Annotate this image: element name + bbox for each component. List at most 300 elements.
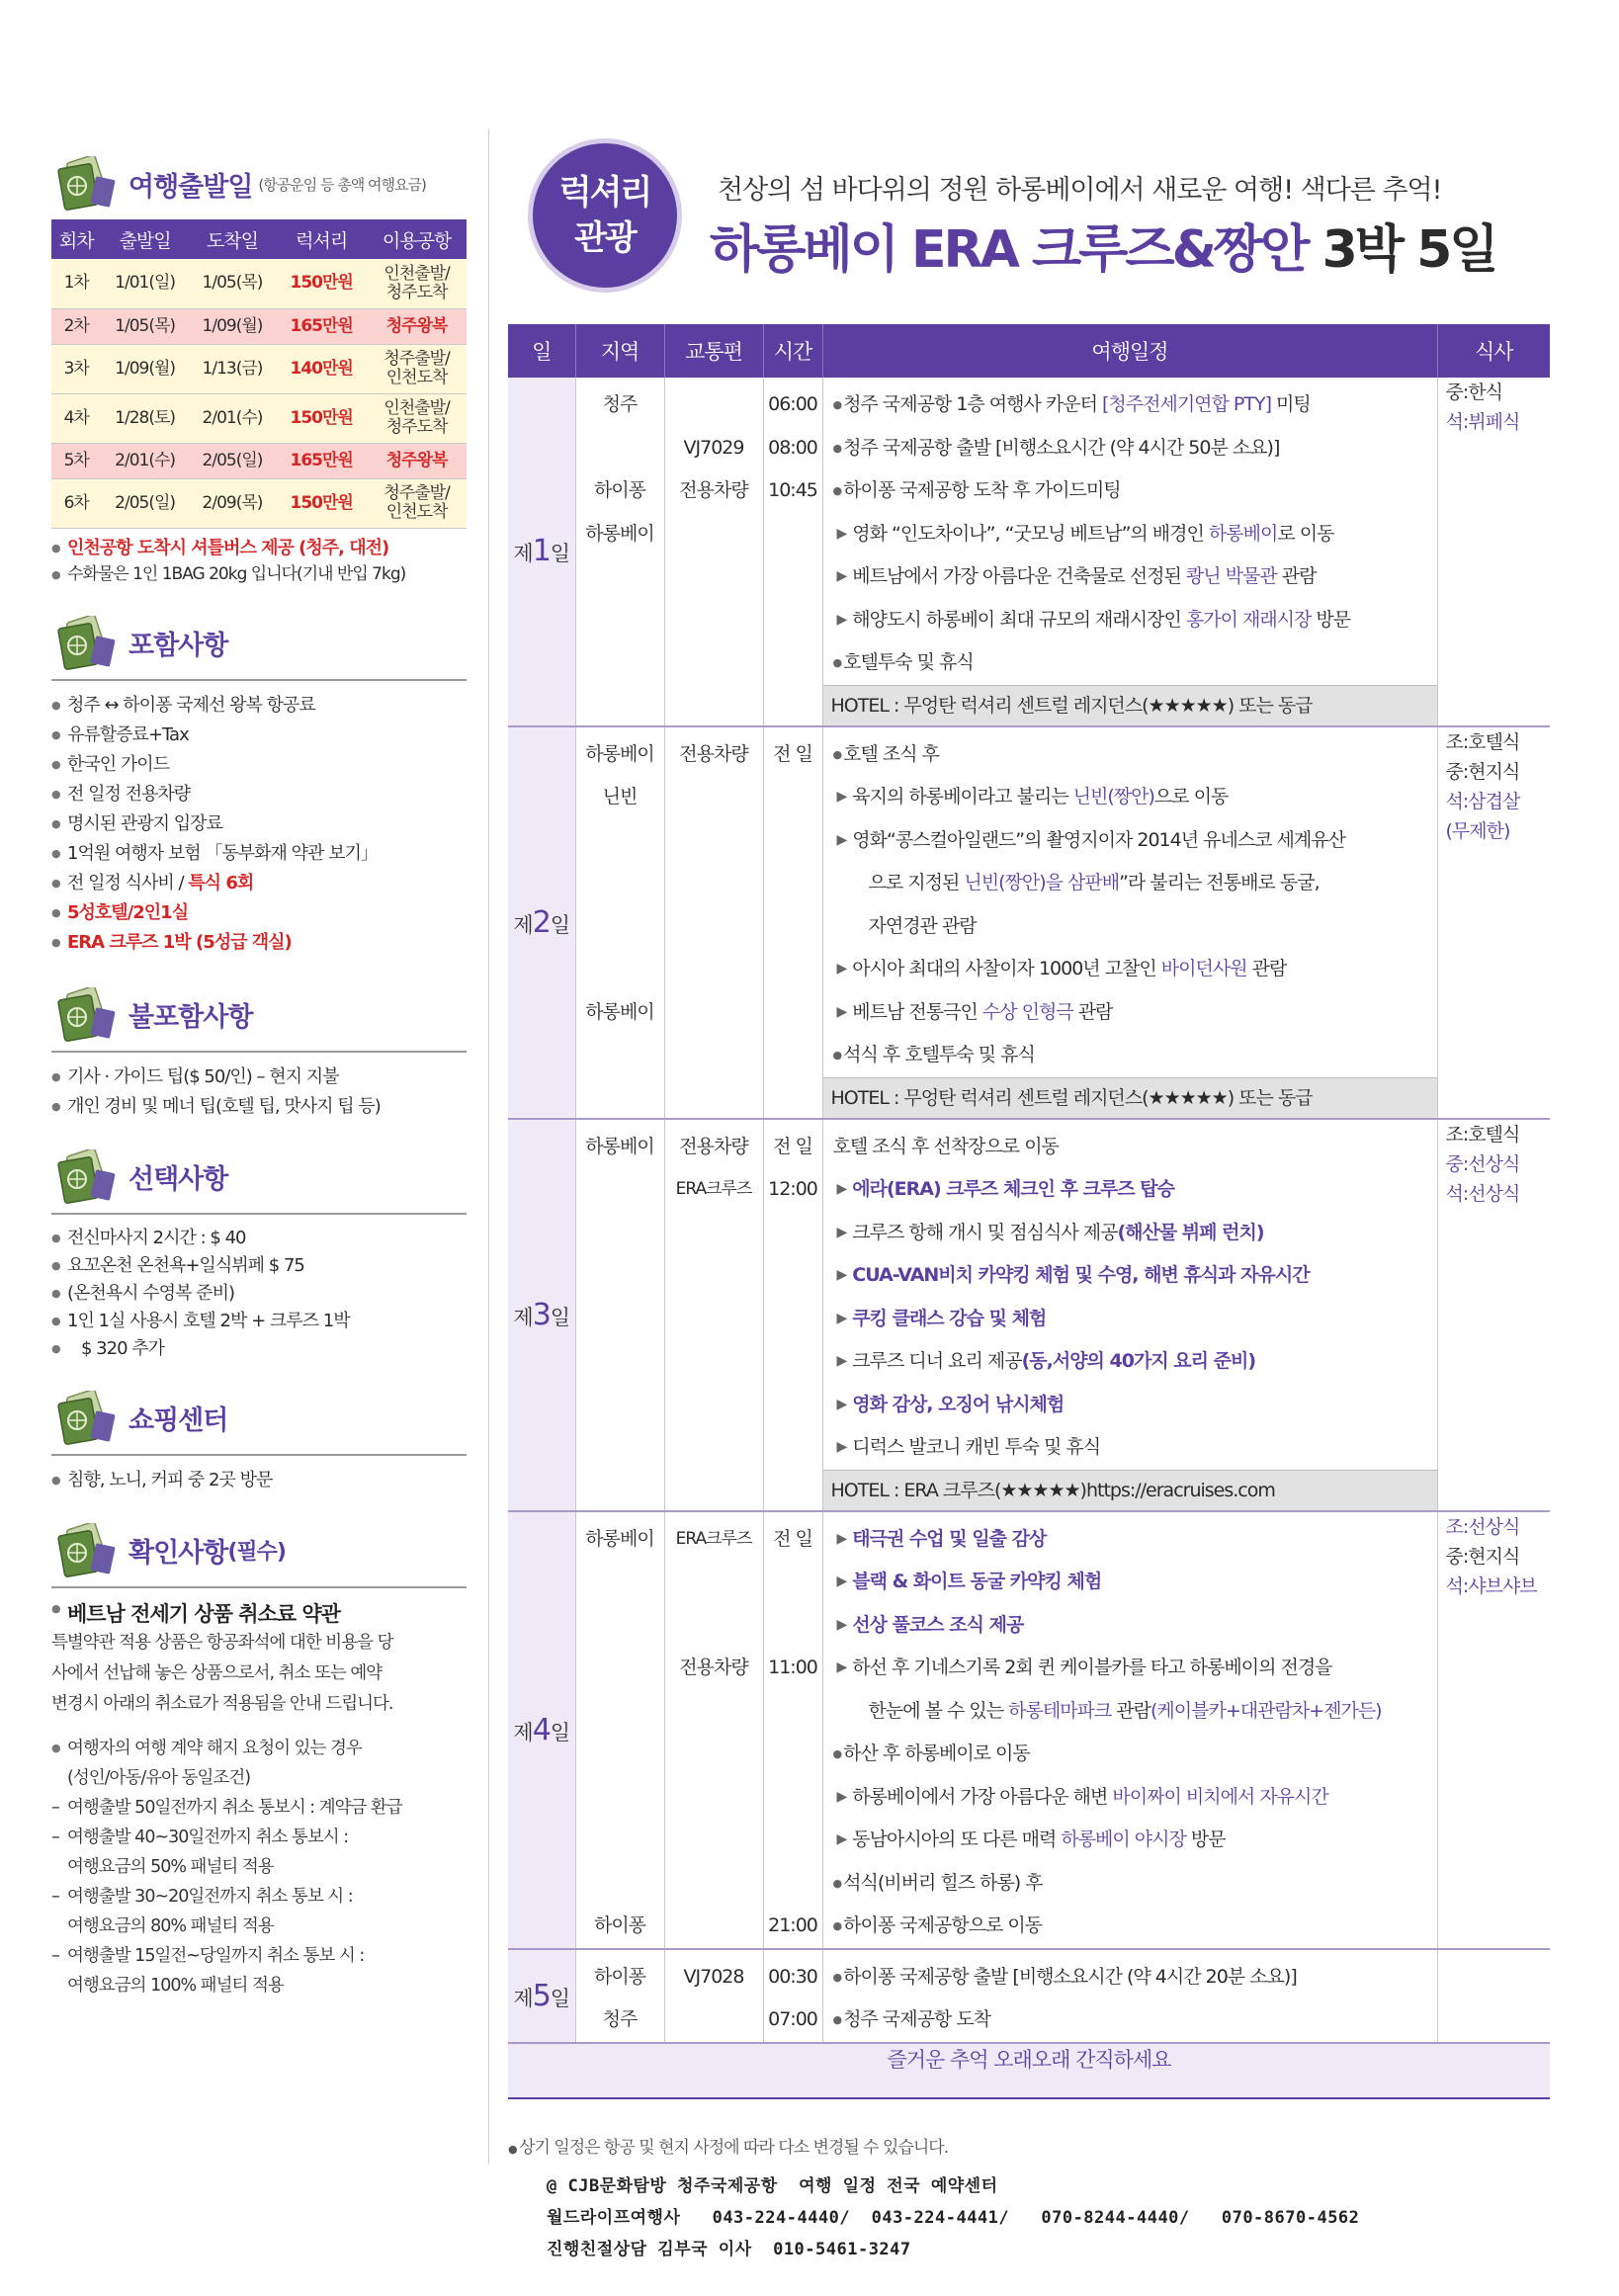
meal: 중:한식 bbox=[1445, 382, 1502, 403]
schedule-text: 태극권 수업 및 일출 감상 bbox=[852, 1527, 1047, 1550]
divider bbox=[51, 679, 467, 681]
time: 전 일 bbox=[773, 1527, 812, 1550]
time-col bbox=[763, 1119, 822, 1471]
col-header: 지역 bbox=[575, 324, 664, 378]
empty-cell bbox=[576, 1690, 664, 1734]
schedule-item bbox=[833, 1998, 1437, 2042]
day-prefix: 제 bbox=[513, 912, 533, 937]
empty-cell bbox=[576, 1862, 664, 1906]
meal-text: 전 일정 식사비 / bbox=[67, 872, 189, 893]
region: 하이퐁 bbox=[593, 1965, 646, 1988]
time: 00:30 bbox=[768, 1965, 817, 1988]
section-title: 선택사항 bbox=[128, 1164, 228, 1195]
empty-cell bbox=[576, 819, 664, 863]
schedule-text: 방문 bbox=[1311, 608, 1351, 631]
price-cell: 150만원 bbox=[276, 478, 367, 528]
badge-line: 관광 bbox=[574, 218, 636, 258]
hotel-row bbox=[508, 1077, 1550, 1119]
schedule-text: 쿠킹 클래스 강습 및 체험 bbox=[852, 1307, 1047, 1329]
region: 하롱베이 bbox=[585, 742, 654, 765]
time: 06:00 bbox=[768, 393, 817, 415]
table-row bbox=[51, 393, 467, 443]
list-item: ● 5성호텔/2인1실 bbox=[51, 898, 467, 928]
cancel-policy-text bbox=[51, 1628, 467, 1720]
list-text: $ 320 추가 bbox=[81, 1337, 165, 1359]
excluded-list bbox=[51, 1063, 467, 1122]
cell: 2/05(일) bbox=[101, 478, 188, 528]
meal: 조:선상식 bbox=[1445, 1515, 1520, 1538]
schedule-text: 영화 “인도차이나”, “굿모닝 베트남”의 배경인 bbox=[852, 522, 1209, 545]
section-title-sub: (필수) bbox=[227, 1540, 286, 1565]
schedule-item bbox=[833, 1776, 1437, 1820]
left-column bbox=[51, 148, 467, 2000]
schedule-item bbox=[833, 383, 1437, 427]
col-header: 일 bbox=[508, 324, 575, 378]
day-number: 4 bbox=[532, 1712, 551, 1747]
list-item: ● 청주 ↔ 하이퐁 국제선 왕복 항공료 bbox=[51, 691, 467, 721]
schedule-text: 호텔투숙 및 휴식 bbox=[843, 651, 974, 673]
schedule-text: 바이던사원 bbox=[1160, 958, 1247, 979]
time: 07:00 bbox=[768, 2008, 817, 2030]
luxury-badge bbox=[528, 138, 682, 293]
meal-col bbox=[1437, 726, 1550, 1119]
schedule-text: (동,서양의 40가지 요리 준비) bbox=[1021, 1350, 1256, 1372]
table-row bbox=[51, 308, 467, 344]
badge-line: 럭셔리 bbox=[558, 173, 651, 213]
schedule-text: CUA-VAN비치 카약킹 체험 및 수영, 해변 휴식과 자유시간 bbox=[852, 1264, 1310, 1286]
region: 닌빈 bbox=[602, 786, 638, 808]
region: 하이퐁 bbox=[593, 1914, 646, 1936]
optional-list bbox=[51, 1225, 467, 1363]
cell: 2/05(일) bbox=[189, 443, 276, 478]
schedule-text: 석식(비버리 힐즈 하롱) 후 bbox=[843, 1871, 1043, 1894]
cell: 1/09(월) bbox=[189, 308, 276, 344]
table-row bbox=[51, 478, 467, 528]
schedule-text: 수상 인형극 bbox=[981, 1000, 1073, 1023]
contact-line: @ CJB문화탐방 청주국제공항 여행 일정 전국 예약센터 bbox=[547, 2176, 998, 2196]
section-optional-head bbox=[51, 1149, 467, 1205]
schedule-text: 청주 국제공항 출발 [비행소요시간 (약 4시간 50분 소요)] bbox=[843, 436, 1280, 459]
list-item: ● ERA 크루즈 1박 (5성급 객실) bbox=[51, 928, 467, 958]
schedule-text: 방문 bbox=[1185, 1828, 1226, 1850]
title-main: 하롱베이 ERA 크루즈&짱안 bbox=[710, 220, 1322, 280]
region-col bbox=[575, 726, 664, 1078]
schedule-text: 에라(ERA) 크루즈 체크인 후 크루즈 탑승 bbox=[852, 1178, 1174, 1200]
cell: 1/01(일) bbox=[101, 259, 188, 308]
time-col bbox=[763, 726, 822, 1078]
empty-cell bbox=[763, 1470, 822, 1511]
transport: 전용차량 bbox=[679, 479, 748, 501]
airport-line: 청주출발/ bbox=[383, 483, 450, 503]
schedule-text: 육지의 하롱베이라고 불리는 bbox=[852, 786, 1073, 808]
divider bbox=[51, 1454, 467, 1456]
meal-col bbox=[1437, 378, 1550, 726]
schedule-text: 크루즈 항해 개시 및 점심식사 제공 bbox=[852, 1221, 1118, 1243]
empty-cell bbox=[665, 1604, 763, 1648]
day-suffix: 일 bbox=[550, 912, 570, 937]
empty-cell bbox=[763, 1077, 822, 1119]
list-item-cont: 여행요금의 50% 패널티 적용 bbox=[67, 1856, 274, 1877]
col-header: 회차 bbox=[51, 219, 101, 259]
transport-col bbox=[664, 378, 763, 685]
list-item: – 여행출발 50일전까지 취소 통보시 : 계약금 환급 bbox=[51, 1793, 467, 1823]
schedule-text: 하롱베이 bbox=[1208, 522, 1278, 545]
schedule-item bbox=[833, 1298, 1437, 1341]
col-header: 여행일정 bbox=[822, 324, 1437, 378]
page-title bbox=[710, 208, 1496, 282]
schedule-item bbox=[833, 819, 1437, 863]
airport-line: 청주도착 bbox=[385, 417, 448, 437]
disclaimer: ● 상기 일정은 항공 및 현지 사정에 따라 다소 변경될 수 있습니다. bbox=[508, 2133, 948, 2158]
section-excluded-head bbox=[51, 987, 467, 1043]
airport-line: 인천도착 bbox=[385, 502, 448, 522]
departure-table bbox=[51, 219, 467, 529]
text-line: 사에서 선납해 놓은 상품으로서, 취소 또는 예약 bbox=[51, 1662, 383, 1683]
divider bbox=[51, 1586, 467, 1588]
schedule-text: 해양도시 하롱베이 최대 규모의 재래시장인 bbox=[852, 608, 1186, 631]
cell bbox=[367, 478, 467, 528]
schedule-item bbox=[833, 1604, 1437, 1648]
cell: 2/01(수) bbox=[189, 393, 276, 443]
day-row bbox=[508, 1949, 1550, 2043]
cell bbox=[367, 344, 467, 393]
day-label bbox=[508, 1511, 575, 1949]
schedule-text: 하롱테마파크 bbox=[1008, 1699, 1112, 1722]
schedule-item bbox=[833, 513, 1437, 556]
schedule-item bbox=[833, 1034, 1437, 1077]
schedule-item bbox=[833, 1254, 1437, 1298]
transport-col bbox=[664, 1119, 763, 1471]
schedule-text: 베트남 전통극인 bbox=[852, 1000, 982, 1023]
meal: 중:선상식 bbox=[1445, 1152, 1520, 1175]
schedule-text: 관람 bbox=[1246, 958, 1287, 979]
empty-cell bbox=[763, 685, 822, 726]
cancel-rules bbox=[51, 1734, 467, 2000]
meal: (무제한) bbox=[1445, 819, 1510, 842]
text-line: 특별약관 적용 상품은 항공좌석에 대한 비용을 당 bbox=[51, 1632, 393, 1653]
time: 21:00 bbox=[768, 1914, 817, 1936]
day-label bbox=[508, 378, 575, 726]
schedule-text: 하이퐁 국제공항 도착 후 가이드미팅 bbox=[843, 479, 1121, 501]
list-item-cont bbox=[51, 1280, 467, 1308]
col-header: 식사 bbox=[1437, 324, 1550, 378]
time-col bbox=[763, 378, 822, 685]
col-header: 시간 bbox=[763, 324, 822, 378]
region: 하롱베이 bbox=[585, 1527, 654, 1550]
schedule-item bbox=[833, 1561, 1437, 1604]
day-suffix: 일 bbox=[550, 1986, 570, 2010]
hotel-info: HOTEL : ERA 크루즈(★★★★★)https://eracruises.com bbox=[822, 1470, 1437, 1511]
hotel-row bbox=[508, 685, 1550, 726]
empty-cell bbox=[575, 685, 664, 726]
transport: ERA크루즈 bbox=[675, 1179, 752, 1199]
cell: 5차 bbox=[51, 443, 101, 478]
airport-line: 인천도착 bbox=[385, 368, 448, 387]
meal: 중:현지식 bbox=[1445, 760, 1520, 783]
empty-cell bbox=[664, 685, 763, 726]
empty-cell bbox=[576, 905, 664, 949]
footer-message: 즐거운 추억 오래오래 간직하세요 bbox=[508, 2043, 1550, 2098]
empty-cell bbox=[576, 862, 664, 905]
schedule-item bbox=[833, 427, 1437, 470]
day-prefix: 제 bbox=[513, 1305, 533, 1329]
day-number: 5 bbox=[532, 1978, 551, 2013]
day-label bbox=[508, 1119, 575, 1511]
schedule-item bbox=[833, 1862, 1437, 1906]
schedule-text: 선상 풀코스 조식 제공 bbox=[852, 1613, 1024, 1636]
day-row bbox=[508, 1119, 1550, 1471]
schedule-text: 하롱베이에서 가장 아름다운 해변 bbox=[852, 1785, 1113, 1808]
schedule-text: 영화 감상, 오징어 낚시체험 bbox=[852, 1393, 1065, 1415]
cell: 1/28(토) bbox=[101, 393, 188, 443]
cell: 1차 bbox=[51, 259, 101, 308]
empty-cell bbox=[576, 1776, 664, 1820]
schedule-item bbox=[833, 948, 1437, 991]
schedule-item bbox=[833, 991, 1437, 1035]
cell: 2/01(수) bbox=[101, 443, 188, 478]
text-line: 변경시 아래의 취소료가 적용됨을 안내 드립니다. bbox=[51, 1693, 393, 1714]
region: 하롱베이 bbox=[585, 1135, 654, 1157]
day-row bbox=[508, 726, 1550, 1078]
schedule-item bbox=[833, 1126, 1437, 1169]
list-item: ● 여행자의 여행 계약 해지 요청이 있는 경우 bbox=[51, 1734, 467, 1763]
table-row bbox=[51, 443, 467, 478]
contact-info bbox=[547, 2170, 1359, 2265]
passport-icon bbox=[51, 1149, 119, 1205]
cell: 청주왕복 bbox=[367, 443, 467, 478]
region: 청주 bbox=[602, 393, 638, 415]
hotel-info: HOTEL : 무엉탄 럭셔리 센트럴 레지던스(★★★★★) 또는 동급 bbox=[822, 1077, 1437, 1119]
meal-col bbox=[1437, 1119, 1550, 1511]
cell: 2/09(목) bbox=[189, 478, 276, 528]
region: 청주 bbox=[602, 2008, 638, 2030]
empty-cell bbox=[764, 1690, 822, 1734]
region-col bbox=[575, 1511, 664, 1949]
divider bbox=[51, 1213, 467, 1215]
list-item: ● 기사 · 가이드 팁($ 50/인) – 현지 지불 bbox=[51, 1063, 467, 1092]
meal: 석:샤브샤브 bbox=[1445, 1574, 1537, 1597]
region: 하롱베이 bbox=[585, 522, 654, 545]
schedule-text: 바이짜이 비치에서 자유시간 bbox=[1112, 1785, 1328, 1808]
time: 08:00 bbox=[768, 436, 817, 459]
time: 전 일 bbox=[773, 1135, 812, 1157]
schedule-item bbox=[833, 469, 1437, 513]
day-suffix: 일 bbox=[550, 1305, 570, 1329]
list-item-cont: 여행요금의 80% 패널티 적용 bbox=[67, 1915, 274, 1936]
schedule-col bbox=[822, 1119, 1437, 1471]
list-item bbox=[51, 869, 467, 898]
passport-icon bbox=[51, 1523, 119, 1578]
schedule-col bbox=[822, 378, 1437, 685]
schedule-item bbox=[833, 1340, 1437, 1384]
empty-cell bbox=[764, 1862, 822, 1906]
transport: 전용차량 bbox=[679, 1657, 748, 1678]
schedule-text: 하이퐁 국제공항 출발 [비행소요시간 (약 4시간 20분 소요)] bbox=[843, 1965, 1297, 1988]
time: 전 일 bbox=[773, 742, 812, 765]
day-suffix: 일 bbox=[550, 1720, 570, 1744]
list-item-cont: (성인/아동/유아 동일조건) bbox=[67, 1767, 251, 1788]
list-item: ● 개인 경비 및 메너 팁(호텔 팁, 맛사지 팁 등) bbox=[51, 1092, 467, 1122]
cell: 1/05(목) bbox=[101, 308, 188, 344]
schedule-text: 로 이동 bbox=[1277, 522, 1334, 545]
col-header: 도착일 bbox=[189, 219, 276, 259]
meal: 석:뷔페식 bbox=[1445, 411, 1520, 433]
section-confirm-head bbox=[51, 1523, 467, 1578]
schedule-text: 하산 후 하롱베이로 이동 bbox=[843, 1743, 1030, 1764]
table-row bbox=[51, 344, 467, 393]
cell: 1/05(목) bbox=[189, 259, 276, 308]
empty-cell bbox=[764, 1776, 822, 1820]
schedule-text: 자연경관 관람 bbox=[868, 914, 977, 937]
empty-cell bbox=[576, 1604, 664, 1648]
airport-line: 인천출발/ bbox=[383, 263, 450, 284]
list-item: ● 침향, 노니, 커피 중 2곳 방문 bbox=[51, 1466, 467, 1495]
cell: 3차 bbox=[51, 344, 101, 393]
region-col bbox=[575, 1949, 664, 2043]
price-cell: 165만원 bbox=[276, 443, 367, 478]
schedule-text: 호텔 조식 후 선착장으로 이동 bbox=[832, 1135, 1059, 1157]
empty-cell bbox=[665, 383, 763, 427]
column-divider bbox=[488, 128, 489, 2165]
schedule-item bbox=[833, 1956, 1437, 1999]
list-item: – 여행출발 30~20일전까지 취소 통보 시 : bbox=[51, 1882, 467, 1912]
empty-cell bbox=[575, 1077, 664, 1119]
schedule-item bbox=[833, 776, 1437, 819]
empty-cell bbox=[576, 1733, 664, 1776]
contact-manager: 진행친절상담 김부국 이사 010-5461-3247 bbox=[547, 2240, 911, 2259]
schedule-text: 영화“콩스컬아일랜드”의 촬영지이자 2014년 유네스코 세계유산 bbox=[852, 828, 1345, 851]
col-header: 교통편 bbox=[664, 324, 763, 378]
hotel-info: HOTEL : 무엉탄 럭셔리 센트럴 레지던스(★★★★★) 또는 동급 bbox=[822, 685, 1437, 726]
meal: 석:선상식 bbox=[1445, 1182, 1520, 1205]
schedule-text: 디럭스 발코니 캐빈 투숙 및 휴식 bbox=[852, 1436, 1101, 1458]
transport-col bbox=[664, 1949, 763, 2043]
list-item-cont bbox=[51, 1335, 467, 1363]
empty-cell bbox=[576, 1561, 664, 1604]
time-col bbox=[763, 1511, 822, 1949]
schedule-item bbox=[833, 1426, 1437, 1470]
schedule-item bbox=[833, 1905, 1437, 1948]
cell bbox=[367, 393, 467, 443]
price-cell: 150만원 bbox=[276, 259, 367, 308]
schedule-item bbox=[833, 1168, 1437, 1212]
schedule-item bbox=[833, 1212, 1437, 1255]
time: 11:00 bbox=[768, 1657, 817, 1678]
cell: 2차 bbox=[51, 308, 101, 344]
schedule-item bbox=[833, 1733, 1437, 1776]
meal: 중:현지식 bbox=[1445, 1545, 1520, 1568]
schedule-text: 청주 국제공항 1층 여행사 카운터 bbox=[843, 393, 1102, 415]
day-label bbox=[508, 726, 575, 1119]
schedule-text: (해산물 뷔페 런치) bbox=[1117, 1221, 1264, 1243]
region-col bbox=[575, 378, 664, 685]
cell: 4차 bbox=[51, 393, 101, 443]
cell: 1/13(금) bbox=[189, 344, 276, 393]
list-item: ● 유류할증료+Tax bbox=[51, 721, 467, 750]
empty-cell bbox=[764, 1561, 822, 1604]
day-prefix: 제 bbox=[513, 1986, 533, 2010]
schedule-text: [청주전세기연합 PTY] bbox=[1102, 393, 1272, 415]
list-item: – 여행출발 15일전~당일까지 취소 통보 시 : bbox=[51, 1941, 467, 1971]
schedule-text: 미팅 bbox=[1271, 393, 1311, 415]
transport-col bbox=[664, 726, 763, 1078]
time: 10:45 bbox=[768, 479, 817, 501]
transport: 전용차량 bbox=[679, 742, 748, 765]
empty-cell bbox=[575, 1470, 664, 1511]
empty-cell bbox=[764, 1733, 822, 1776]
airport-line: 청주출발/ bbox=[383, 349, 450, 369]
schedule-text: (케이블카+대관람차+젠가든) bbox=[1150, 1699, 1382, 1722]
empty-cell bbox=[576, 1819, 664, 1862]
schedule-text: 석식 후 호텔투숙 및 휴식 bbox=[843, 1044, 1035, 1065]
schedule-text: 홍가이 재래시장 bbox=[1185, 608, 1312, 631]
transport: VJ7029 bbox=[683, 436, 744, 459]
day-prefix: 제 bbox=[513, 542, 533, 566]
cell: 1/09(월) bbox=[101, 344, 188, 393]
section-shopping-head bbox=[51, 1391, 467, 1446]
schedule-item bbox=[833, 599, 1437, 642]
time-col bbox=[763, 1949, 822, 2043]
empty-cell bbox=[576, 427, 664, 470]
schedule-text: 으로 지정된 bbox=[868, 872, 965, 893]
section-title: 확인사항 bbox=[128, 1538, 228, 1569]
schedule-item bbox=[833, 1647, 1437, 1690]
col-header: 이용공항 bbox=[367, 219, 467, 259]
transport-col bbox=[664, 1511, 763, 1949]
section-subtitle: (항공운임 등 총액 여행요금) bbox=[258, 175, 426, 194]
list-item: ● 명시된 관광지 입장료 bbox=[51, 809, 467, 839]
schedule-item bbox=[833, 641, 1437, 685]
airport-line: 청주도착 bbox=[385, 282, 448, 302]
footer-row bbox=[508, 2043, 1550, 2098]
list-text: (온천욕시 수영복 준비) bbox=[67, 1282, 234, 1304]
baggage-note: ● 수화물은 1인 1BAG 20kg 입니다(기내 반입 7kg) bbox=[51, 561, 467, 588]
day-number: 2 bbox=[532, 904, 551, 940]
schedule-item-cont bbox=[833, 862, 1437, 905]
schedule-text: 닌빈(짱안)을 삼판배 bbox=[964, 872, 1120, 893]
day-row bbox=[508, 1511, 1550, 1949]
schedule-text: 한눈에 볼 수 있는 bbox=[868, 1699, 1009, 1722]
transport: ERA크루즈 bbox=[675, 1528, 752, 1549]
day-label bbox=[508, 1949, 575, 2043]
schedule-text: 블랙 & 화이트 동굴 카약킹 체험 bbox=[852, 1571, 1102, 1592]
price-cell: 140만원 bbox=[276, 344, 367, 393]
section-title: 불포함사항 bbox=[128, 1002, 253, 1033]
list-item: ● 1억원 여행자 보험 「동부화재 약관 보기」 bbox=[51, 839, 467, 869]
itinerary-table bbox=[508, 324, 1550, 2099]
included-list bbox=[51, 691, 467, 958]
list-item-cont: 여행요금의 100% 패널티 적용 bbox=[67, 1975, 284, 1996]
schedule-text: 아시아 최대의 사찰이자 1000년 고찰인 bbox=[852, 958, 1161, 979]
price-cell: 165만원 bbox=[276, 308, 367, 344]
schedule-text: 베트남에서 가장 아름다운 건축물로 선정된 bbox=[852, 565, 1186, 587]
schedule-text: 으로 이동 bbox=[1153, 786, 1229, 808]
divider bbox=[51, 1051, 467, 1053]
day-suffix: 일 bbox=[550, 542, 570, 566]
list-item: – 여행출발 40~30일전까지 취소 통보시 : bbox=[51, 1823, 467, 1852]
cell: 6차 bbox=[51, 478, 101, 528]
empty-cell bbox=[665, 1561, 763, 1604]
schedule-text: ”라 불리는 전통배로 동굴, bbox=[1119, 872, 1320, 893]
schedule-text: 닌빈(짱안) bbox=[1072, 786, 1154, 808]
region-col bbox=[575, 1119, 664, 1471]
cell: 청주왕복 bbox=[367, 308, 467, 344]
passport-icon bbox=[51, 616, 119, 671]
meal-col bbox=[1437, 1511, 1550, 1949]
empty-cell bbox=[664, 1077, 763, 1119]
schedule-item bbox=[833, 733, 1437, 777]
cancel-policy-title: ● 베트남 전세기 상품 취소료 약관 bbox=[51, 1598, 467, 1628]
